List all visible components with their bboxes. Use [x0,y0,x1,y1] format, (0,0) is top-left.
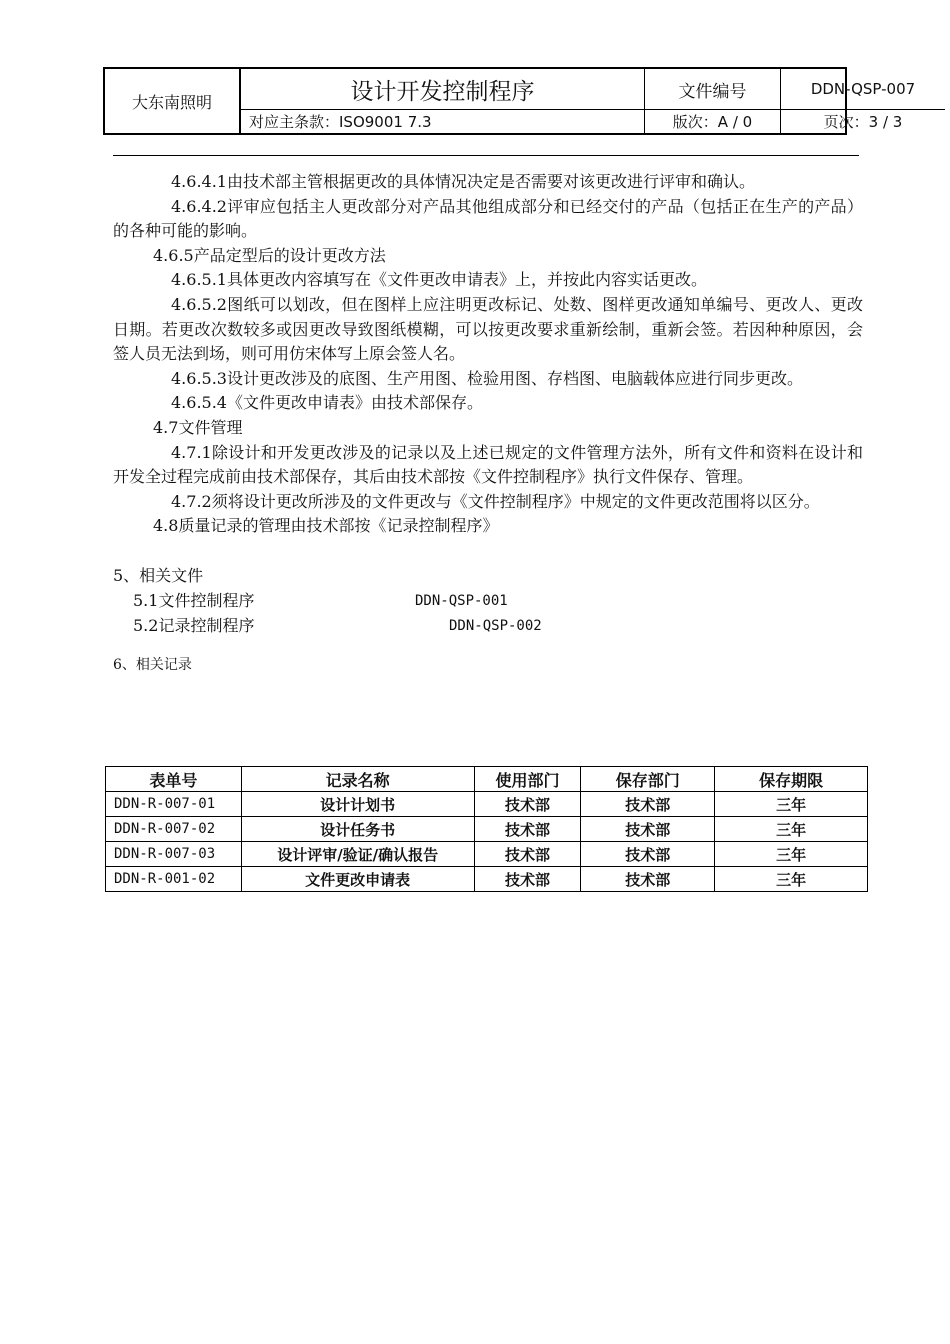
table-row [106,792,868,817]
clause-reference: 对应主条款：ISO9001 7.3 [241,110,645,133]
column-header: 表单号 [106,767,242,792]
form-number: DDN-R-007-02 [106,817,242,842]
related-doc-row [113,589,863,614]
storage-dept: 技术部 [581,867,715,892]
using-dept: 技术部 [474,817,581,842]
record-name: 设计任务书 [241,817,474,842]
related-doc-row [113,614,863,639]
paragraph-4-6-5-3: 4.6.5.3设计更改涉及的底图、生产用图、检验用图、存档图、电脑载体应进行同步更改。 [171,368,803,388]
related-doc-name: 5.1文件控制程序 [133,590,255,610]
spacer [113,539,863,564]
using-dept: 技术部 [474,842,581,867]
storage-dept: 技术部 [581,842,715,867]
table-row [106,842,868,867]
paragraph-4-6-4-2: 4.6.4.2评审应包括主人更改部分对产品其他组成部分和已经交付的产品（包括正在生产的产品）的各种可能的影响。 [113,196,863,241]
form-number: DDN-R-001-02 [106,867,242,892]
column-header: 记录名称 [241,767,474,792]
storage-dept: 技术部 [581,817,715,842]
paragraph-4-8: 4.8质量记录的管理由技术部按《记录控制程序》 [153,516,499,536]
record-name: 设计评审/验证/确认报告 [241,842,474,867]
retention-period: 三年 [715,867,868,892]
form-number: DDN-R-007-01 [106,792,242,817]
doc-number-label: 文件编号 [645,69,781,110]
doc-number-value: DDN-QSP-007 [781,69,945,110]
heading-4-7: 4.7文件管理 [153,417,243,437]
version-info: 版次：A / 0 [645,110,781,133]
document-header [103,67,916,135]
paragraph-4-6-5-4: 4.6.5.4《文件更改申请表》由技术部保存。 [171,393,483,413]
paragraph-4-7-2: 4.7.2须将设计更改所涉及的文件更改与《文件控制程序》中规定的文件更改范围将以区分。 [171,491,820,511]
company-name: 大东南照明 [105,69,241,133]
form-number: DDN-R-007-03 [106,842,242,867]
section-6-title: 6、相关记录 [113,656,192,673]
table-row [106,867,868,892]
retention-period: 三年 [715,817,868,842]
paragraph-4-6-5-1: 4.6.5.1具体更改内容填写在《文件更改申请表》上，并按此内容实话更改。 [171,270,707,290]
storage-dept: 技术部 [581,792,715,817]
record-name: 文件更改申请表 [241,867,474,892]
page-info: 页次：3 / 3 [823,113,903,131]
paragraph-4-7-1: 4.7.1除设计和开发更改涉及的记录以及上述已规定的文件管理方法外，所有文件和资料在设计和开发全过程完成前由技术部保存，其后由技术部按《文件控制程序》执行文件保存、管理。 [113,442,863,487]
column-header: 保存期限 [715,767,868,792]
retention-period: 三年 [715,792,868,817]
document-body [113,170,863,675]
related-doc-code: DDN-QSP-001 [415,592,508,609]
records-table [105,766,868,892]
paragraph-4-6-4-1: 4.6.4.1由技术部主管根据更改的具体情况决定是否需要对该更改进行评审和确认。 [171,172,755,191]
document-title: 设计开发控制程序 [241,69,645,110]
table-row [106,817,868,842]
related-doc-name: 5.2记录控制程序 [133,615,255,635]
table-header-row [106,767,868,792]
heading-4-6-5: 4.6.5产品定型后的设计更改方法 [153,245,386,265]
column-header: 保存部门 [581,767,715,792]
using-dept: 技术部 [474,792,581,817]
header-divider [113,155,859,156]
related-doc-code: DDN-QSP-002 [449,617,542,634]
using-dept: 技术部 [474,867,581,892]
section-5-title: 5、相关文件 [113,565,204,585]
column-header: 使用部门 [474,767,581,792]
record-name: 设计计划书 [241,792,474,817]
paragraph-4-6-5-2: 4.6.5.2图纸可以划改，但在图样上应注明更改标记、处数、图样更改通知单编号、更改人、更改日期。若更改次数较多或因更改导致图纸模糊，可以按更改要求重新绘制，重新会签。若因种种原因，会签人员无法到场，则可用仿宋体写上原会签人名。 [113,294,863,364]
retention-period: 三年 [715,842,868,867]
